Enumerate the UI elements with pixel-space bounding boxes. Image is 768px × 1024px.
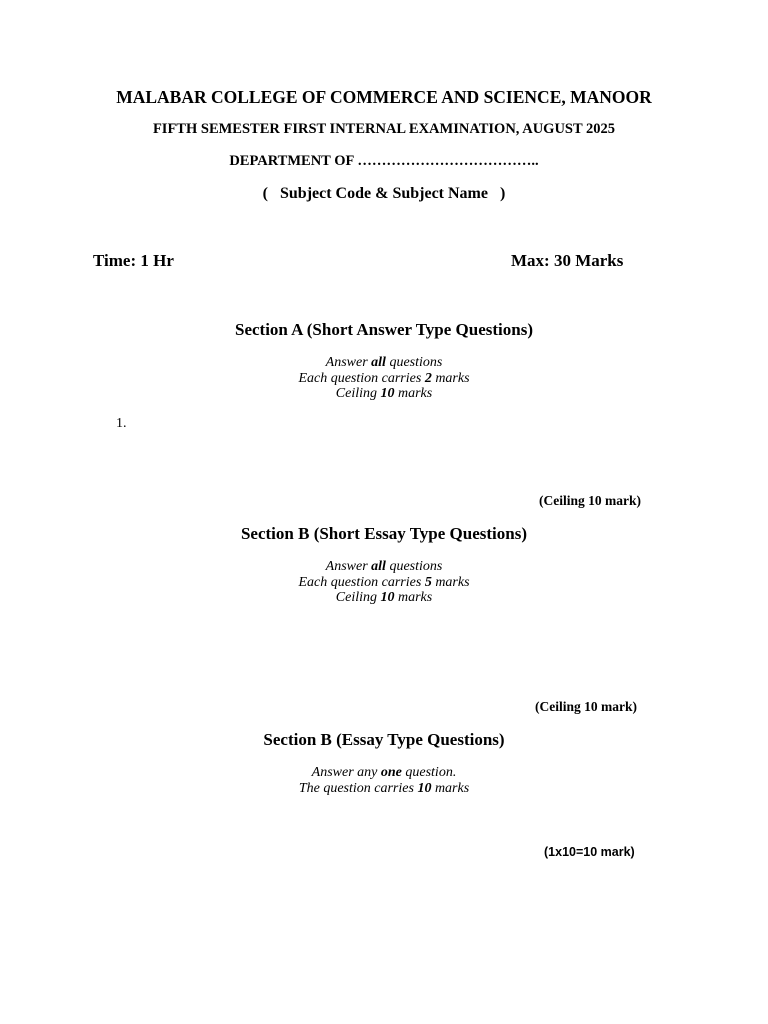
section-a-instruction-2: Each question carries 2 marks — [298, 370, 470, 386]
section-a-instruction-3: Ceiling 10 marks — [335, 386, 433, 401]
section-b-title: Section B (Short Essay Type Questions) — [240, 524, 528, 543]
section-b-instruction-1: Answer all questions — [325, 559, 443, 574]
department-line: DEPARTMENT OF ……………………………….. — [229, 153, 539, 169]
college-name: MALABAR COLLEGE OF COMMERCE AND SCIENCE, MANOOR — [116, 87, 652, 107]
section-b-instruction-3: Ceiling 10 marks — [335, 590, 433, 605]
max-marks-label: Max: 30 Marks — [511, 251, 624, 270]
section-c-marks-label: (1x10=10 mark) — [544, 845, 635, 859]
subject-line: ( Subject Code & Subject Name ) — [262, 185, 506, 202]
question-number: 1. — [116, 416, 127, 431]
section-a-instruction-1: Answer all questions — [325, 355, 443, 370]
section-c-instruction-2: The question carries 10 marks — [298, 780, 470, 796]
section-c-title: Section B (Essay Type Questions) — [263, 730, 505, 749]
section-b-instruction-2: Each question carries 5 marks — [298, 574, 470, 590]
section-a-ceiling-label: (Ceiling 10 mark) — [539, 493, 641, 508]
section-c-instruction-1: Answer any one question. — [311, 765, 457, 780]
section-a-title: Section A (Short Answer Type Questions) — [234, 320, 533, 339]
exam-title: FIFTH SEMESTER FIRST INTERNAL EXAMINATION, AUGUST 2025 — [152, 121, 616, 137]
section-b-ceiling-label: (Ceiling 10 mark) — [535, 699, 637, 714]
time-label: Time: 1 Hr — [93, 251, 174, 270]
